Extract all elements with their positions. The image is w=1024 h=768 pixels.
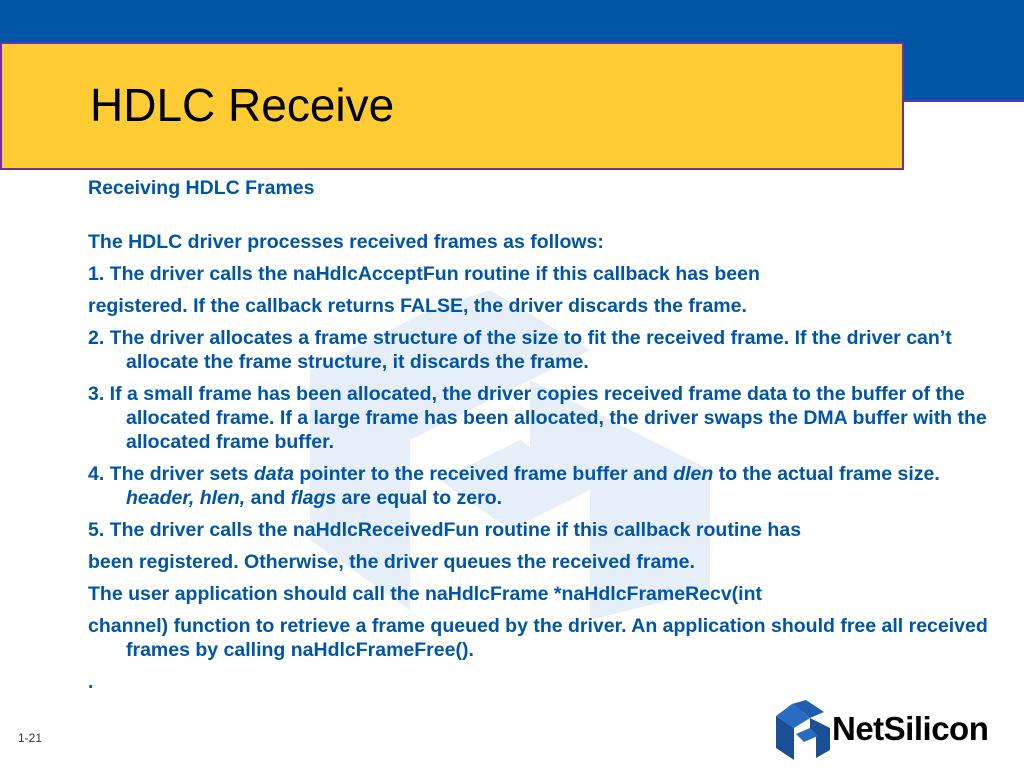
step-4-text-4: and: [245, 487, 291, 509]
netsilicon-logo: [772, 700, 1022, 762]
step-4-text-1: 4. The driver sets: [88, 463, 254, 485]
application-line-2: channel) function to retrieve a frame queued by the driver. An application should free all received frames by calling naHdlcFrameFree().: [88, 615, 988, 661]
step-4-text-2: pointer to the received frame buffer and: [293, 463, 674, 485]
step-4-italic-flags: flags: [290, 487, 337, 509]
step-1-line-2: registered. If the callback returns FALSE, the driver discards the frame.: [88, 295, 747, 317]
step-4-text-3: to the actual frame size.: [713, 463, 940, 485]
step-4: [88, 462, 988, 510]
step-4-italic-dlen: dlen: [673, 463, 714, 485]
step-3: 3. If a small frame has been allocated, the driver copies received frame data to the buffer of the allocated frame. If a large frame has been allocated, the driver swaps the DMA buffer with the allocated frame buffer.: [88, 383, 987, 453]
slide-number: 1-21: [18, 731, 43, 745]
section-heading: Receiving HDLC Frames: [88, 177, 315, 199]
slide-body: [88, 176, 988, 702]
netsilicon-logo-icon: [772, 700, 832, 762]
step-5-line-1: 5. The driver calls the naHdlcReceivedFun routine if this callback routine has: [88, 519, 802, 541]
slide-title: HDLC Receive: [90, 79, 395, 131]
trailing-dot: .: [88, 671, 94, 693]
step-4-text-5: are equal to zero.: [336, 487, 503, 509]
step-4-italic-data: data: [253, 463, 294, 485]
step-5-line-2: been registered. Otherwise, the driver queues the received frame.: [88, 551, 695, 573]
step-1-line-1: 1. The driver calls the naHdlcAcceptFun routine if this callback has been: [88, 263, 760, 285]
title-box: [0, 42, 904, 170]
step-4-italic-header-hlen: header, hlen,: [126, 487, 246, 509]
logo-wordmark: NetSilicon: [832, 710, 989, 747]
application-line-1: The user application should call the naHdlcFrame *naHdlcFrameRecv(int: [88, 583, 762, 605]
intro-text: The HDLC driver processes received frames as follows:: [88, 231, 604, 253]
step-2: 2. The driver allocates a frame structure of the size to fit the received frame. If the driver can’t allocate the frame structure, it discards the frame.: [88, 327, 952, 373]
